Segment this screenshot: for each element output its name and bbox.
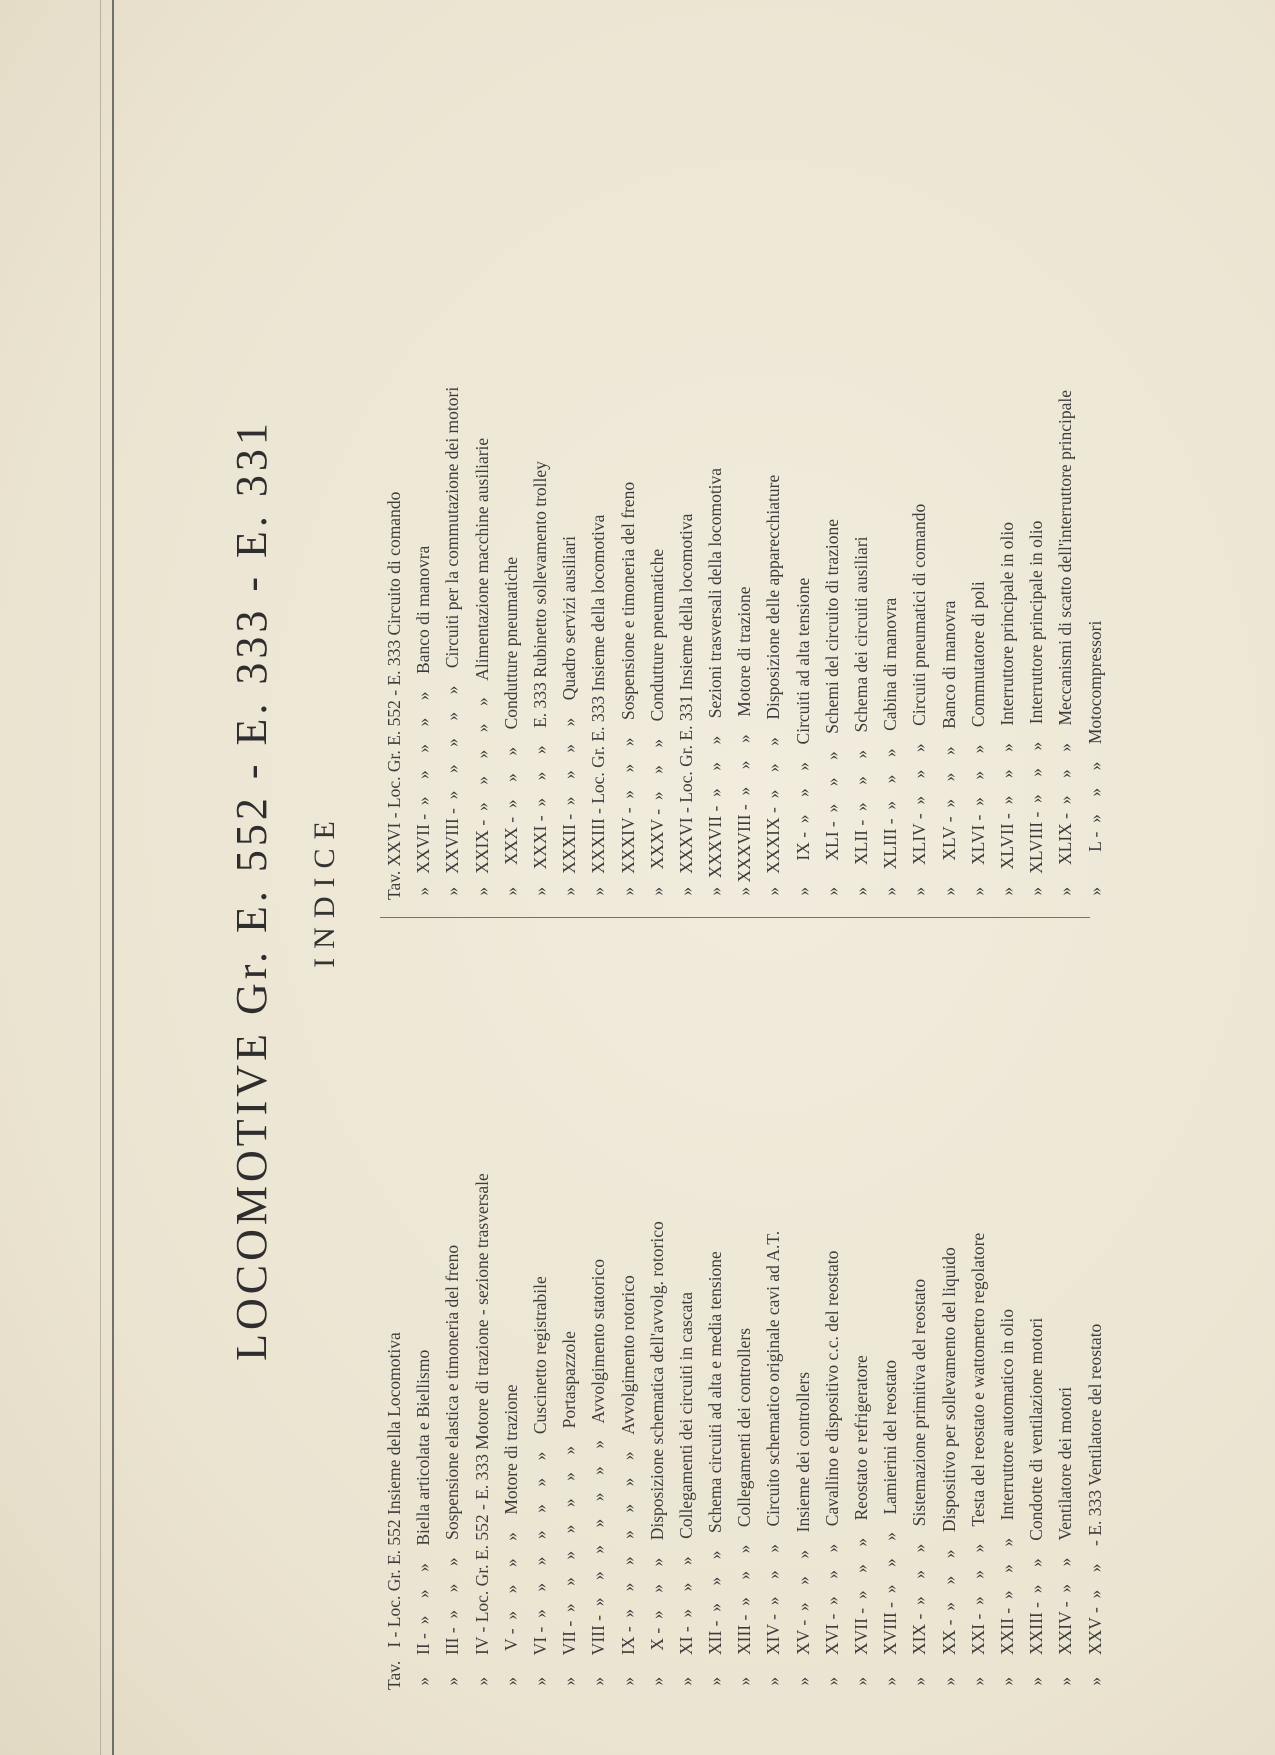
index-entry: » XXXIX - » » » Disposizione delle apparecchiature [763, 474, 784, 900]
index-entry: » IV - Loc. Gr. E. 552 - E. 333 Motore di trazione - sezione trasversale [471, 1173, 492, 1690]
index-entry: » XIX - » » » Sistemazione primitiva del reostato [909, 1278, 930, 1690]
page-edge-shadow [100, 0, 101, 1755]
index-entry: » XXVII - » » » » » Banco di manovra [413, 545, 434, 900]
index-entry: » XXXIV - » » » Sospensione e timoneria del freno [617, 481, 638, 900]
index-entry: » XV - » » » Insieme dei controllers [792, 1371, 813, 1690]
index-entry: » XXII - » » » Interruttore automatico in olio [996, 1308, 1017, 1690]
index-entry: » L - » » » Motocompressori [1084, 620, 1105, 900]
index-entry: » XLVII - » » » Interruttore principale in olio [996, 522, 1017, 900]
index-entry: » XLII - » » » Schema dei circuiti ausiliari [851, 536, 871, 900]
index-entry: » XLIX - » » » Meccanismi di scatto dell'interruttore principale [1055, 389, 1076, 900]
index-left-column [380, 930, 1110, 1690]
index-entry: » XXXIII - Loc. Gr. E. 333 Insieme della locomotiva [588, 514, 609, 900]
index-entry: » XXIX - » » » » » Alimentazione macchine ausiliarie [471, 437, 492, 900]
index-entry: » XXVIII - » » » » » Circuiti per la commutazione dei motori [442, 386, 463, 900]
index-entry: » XLIII - » » » Cabina di manovra [880, 597, 901, 900]
index-entry: » XXXII - » » » » Quadro servizi ausiliari [559, 535, 580, 900]
index-entry: » VI - » » » » » » » Cuscinetto registrabile [529, 1276, 550, 1690]
index-entry: » XLVIII - » » » Interruttore principale in olio [1026, 520, 1047, 900]
index-entry: » XXXVII - » » » Sezioni trasversali della locomotiva [705, 467, 726, 900]
index-heading: INDICE [308, 812, 341, 968]
index-entry: » IX - » » » » » » » Avvolgimento rotorico [617, 1275, 638, 1690]
rotated-index-sheet [210, 80, 1275, 1700]
index-entry: » XII - » » » Schema circuiti ad alta e media tensione [705, 1251, 726, 1690]
index-entry: » XX - » » » Dispositivo per sollevamento del liquido [938, 1247, 959, 1690]
index-entry: » IX - » » » Circuiti ad alta tensione [792, 577, 813, 900]
index-entry: » XXIV - » » Ventilatore dei motori [1055, 1386, 1076, 1690]
index-entry: » XVI - » » » Cavallino e dispositivo c.c. del reostato [821, 1250, 842, 1690]
index-entry: » XLV - » » » Banco di manovra [938, 600, 959, 900]
index-entry: » X - » » » Disposizione schematica dell'avvolg. rotorico [646, 1221, 667, 1690]
index-entry: » III - » » » Sospensione elastica e timoneria del freno [442, 1244, 463, 1690]
index-entry: » XIV - » » » Circuito schematico originale cavi ad A.T. [763, 1230, 784, 1690]
index-entry: » VII - » » » » » » » Portaspazzole [559, 1331, 580, 1690]
index-entry: » XVII - » » » Reostato e refrigeratore [851, 1355, 871, 1690]
index-entry: » VIII - » » » » » » » Avvolgimento statorico [588, 1259, 609, 1690]
index-entry: » XLI - » » » Schemi del circuito di trazione [821, 518, 842, 900]
index-entry: » XXX - » » » Condutture pneumatiche [500, 556, 521, 900]
index-entry: » XIII - » » » Collegamenti dei controllers [734, 1327, 755, 1690]
index-entry: Tav. I - Loc. Gr. E. 552 Insieme della Locomotiva [384, 1332, 404, 1690]
index-entry: » XXI - » » » Testa del reostato e wattometro regolatore [967, 1232, 988, 1690]
index-entry: » V - » » » » Motore di trazione [500, 1384, 521, 1690]
index-entry: » XVIII - » » » Lamierini del reostato [880, 1360, 901, 1690]
index-entry: » XLIV - » » » Circuiti pneumatici di comando [909, 503, 930, 900]
column-divider [380, 917, 1090, 918]
index-entry: » XXXVI - Loc. Gr. E. 331 Insieme della locomotiva [675, 513, 696, 900]
index-entry: » XXXV - » » » Condutture pneumatiche [646, 548, 667, 900]
document-title: LOCOMOTIVE Gr. E. 552 - E. 333 - E. 331 [227, 419, 276, 1361]
index-entry: » XXXI - » » » E. 333 Rubinetto sollevamento trolley [529, 461, 550, 900]
index-entry: Tav. XXVI - Loc. Gr. E. 552 - E. 333 Circuito di comando [384, 491, 404, 900]
index-right-column [380, 90, 1110, 900]
page-binding-line [112, 0, 114, 1755]
index-entry: » II - » » » Biella articolata e Biellismo [413, 1349, 434, 1690]
index-entry: » XXXVIII - » » » Motore di trazione [734, 586, 755, 900]
index-entry: » XLVI - » » » Commutatore di poli [967, 581, 988, 900]
index-entry: » XXV - » » - E. 333 Ventilatore del reostato [1084, 1323, 1105, 1690]
index-entry: » XXIII - » » Condotte di ventilazione motori [1026, 1317, 1047, 1690]
index-entry: » XI - » » » Collegamenti dei circuiti in cascata [675, 1291, 696, 1690]
